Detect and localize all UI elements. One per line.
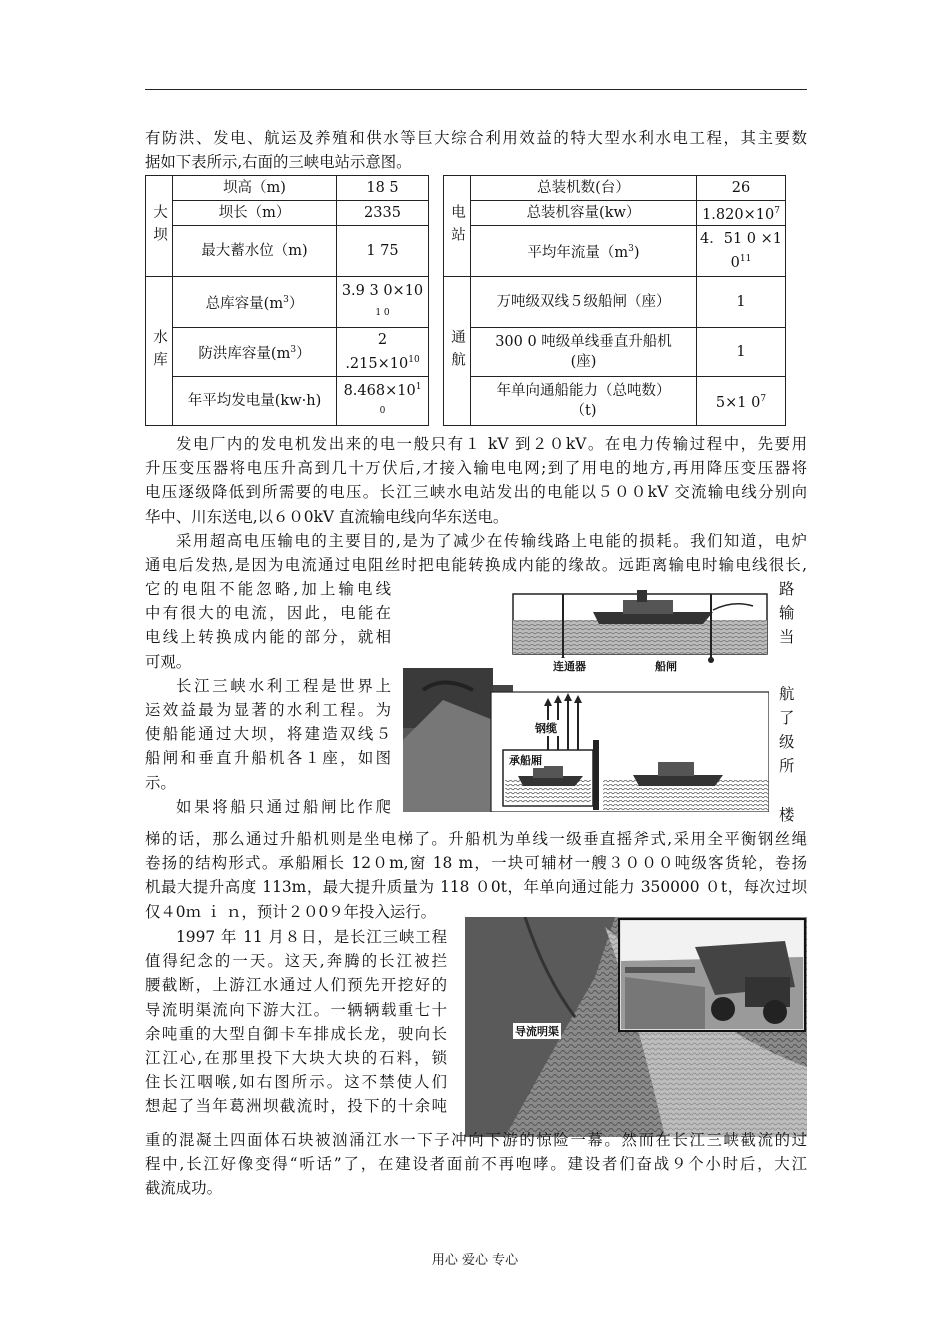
table-cell: 300 0 吨级单线垂直升船机 (座) xyxy=(471,328,697,377)
chamber-label: 承船厢 xyxy=(509,754,542,767)
paragraph-high-voltage: 采用超高电压输电的主要目的,是为了减少在传输线路上电能的损耗。我们知道，电炉 通电后发热,是因为电流通过电阻丝时把电能转换成内能的缘故。远距离输电时输电线很长, xyxy=(145,532,807,575)
paragraph-transmission: 发电厂内的发电机发出来的电一般只有１ kV 到２０kV。在电力传输过程中，先要用 升压变压器将电压升高到几十万伏后,才接入输电电网;到了用电的地方,再用降压变压器将 电压逐级降低到所需要的电压。长江三峡水电站发出的电能以５００kV 交流输电线分别向 华中、川东送电,以６０0kV 直流输电线向华东送电。 xyxy=(145,435,807,526)
table-cell: 总装机容量(kw） xyxy=(471,201,697,226)
table-cell: 总库容量$(m^3)$ xyxy=(173,277,337,328)
table-cell: 年单向通船能力（总吨数） （t) xyxy=(471,377,697,426)
table-cell: 总装机数(台） xyxy=(471,176,697,201)
cable-label: 钢缆 xyxy=(535,722,557,735)
table-cell: 坝高（m) xyxy=(173,176,337,201)
channel-label: 导流明渠 xyxy=(515,1025,559,1038)
table-cell: 最大蓄水位（m) xyxy=(173,226,337,277)
header-rule xyxy=(145,89,807,90)
lock-label: 船闸 xyxy=(655,660,677,673)
table-cell: 4．51 0 ×1 $0^{11}$ xyxy=(697,226,786,277)
wrap-char: 输 xyxy=(779,604,795,622)
table-cell: 5×1 $0^7$ xyxy=(697,377,786,426)
station-label: 电站 xyxy=(444,176,471,277)
table-cell: 2 $.215\times 10^{10}$ xyxy=(337,328,429,377)
dam-label: 大坝 xyxy=(146,176,173,277)
table-cell: 1 xyxy=(697,277,786,328)
table-cell: 1 75 xyxy=(337,226,429,277)
paragraph-river-closure-end: 重的混凝土四面体石块被汹涌江水一下子冲向下游的惊险一幕。然而在长江三峡截流的过 程中,长江好像变得“听话”了，在建设者面前不再咆哮。建设者们奋战９个小时后，大江 截流成功。 xyxy=(145,1131,807,1198)
wrap-char: 所 xyxy=(779,757,795,775)
paragraph-river-closure: 1997 年 11 月８日，是长江三峡工程 值得纪念的一天。这天,奔腾的长江被拦 腰截断，上游江水通过人们预先开挖好的 导流明渠流向下游大江。一辆辆载重七十 余吨重的大型自御卡车排成长龙，驶向长 江江心,在那里投下大块大块的石料，锁 住长江咽喉,如右图所示。这不禁使人们 想起了当年葛洲坝截流时，投下的十余吨 xyxy=(145,928,447,1116)
navigation-label: 通航 xyxy=(444,277,471,426)
table-cell: $1.820\times 10^7$ xyxy=(697,201,786,226)
wrap-char: 级 xyxy=(779,733,795,751)
table-cell: 2335 xyxy=(337,201,429,226)
reservoir-label: 水库 xyxy=(146,277,173,426)
wrap-char: 航 xyxy=(779,685,795,703)
wrap-char: 当 xyxy=(779,628,795,646)
river-closure-figure xyxy=(465,917,807,1137)
data-table xyxy=(145,175,786,426)
paragraph-left-column: 它的电阻不能忽略,加上输电线 中有很大的电流，因此，电能在 电线上转换成内能的部分，就相 可观。 长江三峡水利工程是世界上 运效益最为显著的水利工程。为 使船能通过大坝，将建造双线５ 船闸和垂直升船机各１座，如图 示。 如果将船只通过船闸比作爬 xyxy=(145,580,391,816)
intro-text: 有防洪、发电、航运及养殖和供水等巨大综合利用效益的特大型水利水电工程，其主要数 据如下表所示,右面的三峡电站示意图。 xyxy=(145,129,807,172)
wrap-char: 了 xyxy=(779,709,795,727)
table-cell: 万吨级双线５级船闸（座） xyxy=(471,277,697,328)
table-cell: 坝长（m） xyxy=(173,201,337,226)
table-cell: $8.468\times 10^{1 0}$ xyxy=(337,377,429,426)
page-footer: 用心 爱心 专心 xyxy=(431,1253,519,1268)
table-cell: 1 xyxy=(697,328,786,377)
wrap-char: 楼 xyxy=(779,806,795,824)
table-cell: 26 xyxy=(697,176,786,201)
paragraph-ship-lift: 梯的话，那么通过升船机则是坐电梯了。升船机为单线一级垂直摇斧式,采用全平衡钢丝绳 卷扬的结构形式。承船厢长 12０m,窗 18 m，一块可辅材一艘３０００吨级客货轮，卷扬 机最大提升高度 113m，最大提升质量为 118 ０0t，年单向通过能力 350000 ０t，每次过坝 仅４0ｍ ｉ ｎ，预计２０0９年投入运行。 xyxy=(145,830,807,921)
table-cell: 18 5 xyxy=(337,176,429,201)
connector-label: 连通器 xyxy=(553,660,586,673)
column-gap xyxy=(429,176,444,426)
table-cell: 3.9 3 0×10 1 0 xyxy=(337,277,429,328)
wrap-char: 路 xyxy=(779,580,795,598)
table-cell: 平均年流量$(m^3)$ xyxy=(471,226,697,277)
table-cell: 年平均发电量(kw·h) xyxy=(173,377,337,426)
ship-lock-illustration xyxy=(403,580,769,812)
ship-lock-figure xyxy=(403,580,769,812)
table-cell: 防洪库容量$(m^3)$ xyxy=(173,328,337,377)
